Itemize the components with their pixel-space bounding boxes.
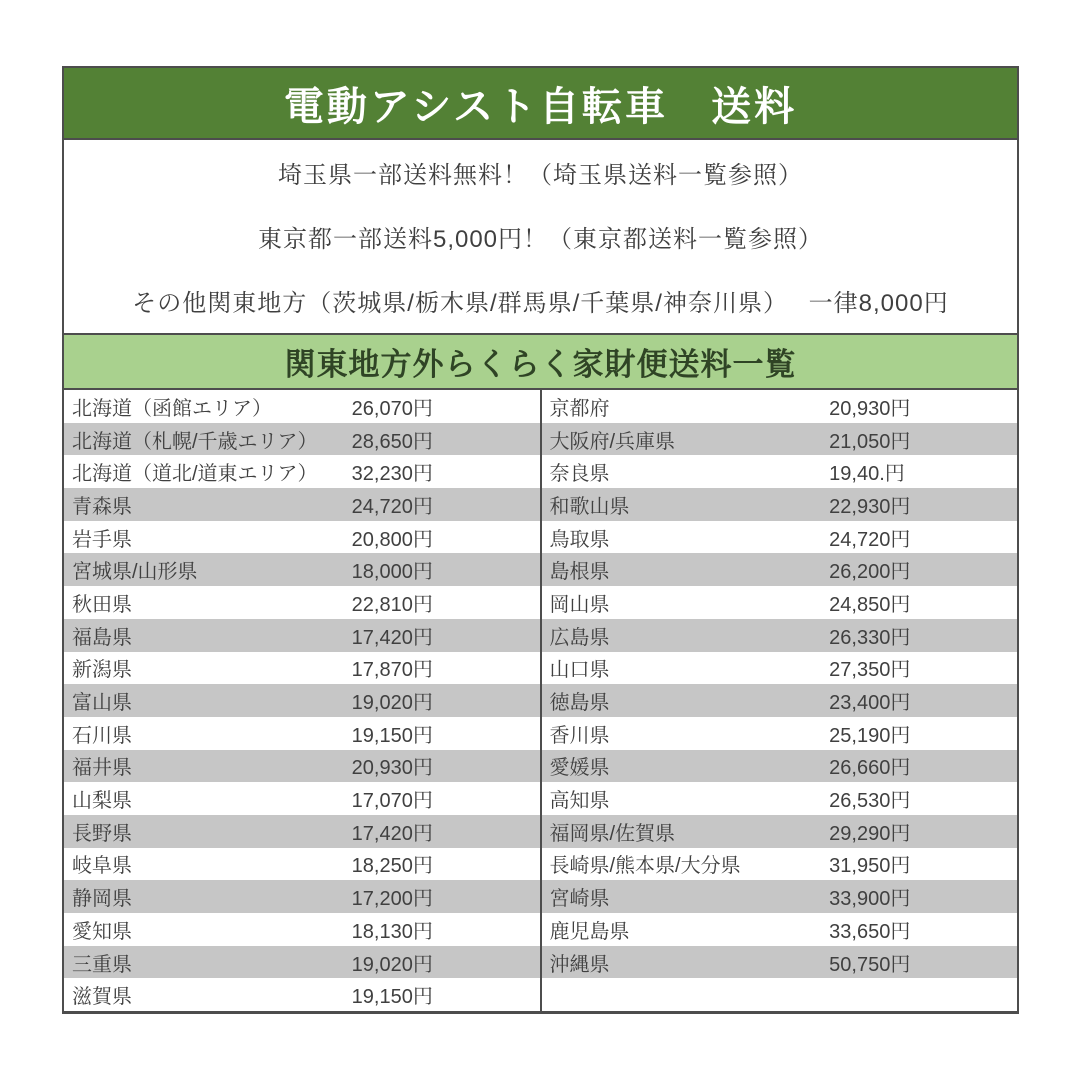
region-name: 大阪府/兵庫県 [549,430,676,453]
table-row [542,553,1018,586]
table-row [542,913,1018,946]
region-name: 北海道（道北/道東エリア） [72,463,318,486]
region-name: 北海道（札幌/千歳エリア） [72,430,318,453]
table-row [542,521,1018,554]
table-row [64,913,540,946]
region-name: 和歌山県 [549,495,630,518]
table-row [64,553,540,586]
region-fee: 20,800円 [351,528,433,551]
region-name: 岐阜県 [72,855,132,878]
shipping-fee-sheet [62,66,1019,1014]
table-row [542,946,1018,979]
region-name: 石川県 [72,724,132,747]
region-name: 鹿児島県 [549,920,630,943]
table-row [64,978,540,1011]
table-row [64,946,540,979]
table-row [64,717,540,750]
region-name: 富山県 [72,692,132,715]
region-name: 京都府 [549,397,610,420]
page-title: 電動アシスト自転車 送料 [283,84,798,129]
region-fee: 17,420円 [351,822,433,845]
region-fee: 17,870円 [351,659,433,682]
notice-saitama: 埼玉県一部送料無料！（埼玉県送料一覧参照） [278,161,803,189]
region-fee: 17,420円 [351,626,433,649]
table-row [542,455,1018,488]
table-row [542,586,1018,619]
region-name: 高知県 [549,790,610,813]
table-title: 関東地方外らくらく家財便送料一覧 [284,347,797,382]
region-name: 秋田県 [72,593,132,616]
region-name: 三重県 [72,953,132,976]
region-fee: 22,930円 [829,495,911,518]
title-bar [64,68,1017,140]
table-row [542,750,1018,783]
region-name: 岩手県 [72,528,132,551]
table-row [542,782,1018,815]
table-row [542,488,1018,521]
table-row [542,390,1018,423]
fee-table [64,390,1017,1011]
region-fee: 26,330円 [829,626,911,649]
region-name: 長野県 [72,822,132,845]
subtitle-bar [64,333,1017,390]
region-name: 宮崎県 [549,888,610,911]
region-name: 青森県 [72,495,132,518]
table-row [64,586,540,619]
region-name: 鳥取県 [549,528,610,551]
region-name: 宮城県/山形県 [72,561,198,584]
region-fee: 26,660円 [829,757,911,780]
region-fee: 17,070円 [351,790,433,813]
region-fee: 19,150円 [351,986,433,1009]
region-fee: 24,720円 [351,495,433,518]
region-fee: 33,650円 [829,920,911,943]
region-name: 香川県 [549,724,610,747]
table-row [542,717,1018,750]
table-row [64,848,540,881]
region-name: 福島県 [72,626,132,649]
region-fee: 32,230円 [351,463,433,486]
table-row [64,652,540,685]
region-fee: 29,290円 [829,822,911,845]
table-row [542,684,1018,717]
region-name: 山梨県 [72,790,132,813]
table-row [542,880,1018,913]
region-name: 愛知県 [72,920,132,943]
region-name: 長崎県/熊本県/大分県 [549,855,741,878]
region-fee: 18,000円 [351,561,433,584]
notice-other-kanto: その他関東地方（茨城県/栃木県/群馬県/千葉県/神奈川県） 一律8,000円 [132,290,949,318]
table-row [64,619,540,652]
region-fee: 19,40.円 [829,463,905,486]
region-name: 岡山県 [549,593,610,616]
region-fee: 26,200円 [829,561,911,584]
region-fee: 20,930円 [829,397,911,420]
table-row [542,978,1018,1011]
table-row [542,848,1018,881]
table-row [64,750,540,783]
region-name: 広島県 [549,626,610,649]
region-fee: 17,200円 [351,888,433,911]
region-name: 静岡県 [72,888,132,911]
table-row [64,488,540,521]
region-fee: 26,070円 [351,397,433,420]
region-fee: 24,850円 [829,593,911,616]
region-name: 新潟県 [72,659,132,682]
region-fee: 33,900円 [829,888,911,911]
region-fee: 22,810円 [351,593,433,616]
table-row [64,455,540,488]
region-fee: 25,190円 [829,724,911,747]
table-row [64,521,540,554]
region-fee: 31,950円 [829,855,911,878]
table-row [542,619,1018,652]
region-fee: 23,400円 [829,692,911,715]
region-name: 福井県 [72,757,132,780]
region-fee: 20,930円 [351,757,433,780]
region-fee: 18,130円 [351,920,433,943]
region-fee: 21,050円 [829,430,911,453]
region-name: 沖縄県 [549,953,610,976]
region-name: 愛媛県 [549,757,610,780]
region-fee: 19,150円 [351,724,433,747]
table-row [64,782,540,815]
table-row [542,423,1018,456]
region-name: 福岡県/佐賀県 [549,822,676,845]
region-name: 島根県 [549,561,610,584]
table-row [64,880,540,913]
region-name: 徳島県 [549,692,610,715]
region-fee: 27,350円 [829,659,911,682]
table-row [64,390,540,423]
table-row [542,815,1018,848]
table-row [542,652,1018,685]
region-fee: 50,750円 [829,953,911,976]
table-row [64,423,540,456]
region-name: 山口県 [549,659,610,682]
region-name: 北海道（函館エリア） [72,397,272,420]
region-fee: 19,020円 [351,953,433,976]
fee-table-left-column [64,390,540,1011]
table-row [64,815,540,848]
notice-tokyo: 東京都一部送料5,000円！（東京都送料一覧参照） [257,225,824,253]
region-fee: 28,650円 [351,430,433,453]
table-row [64,684,540,717]
fee-table-right-column [540,390,1018,1011]
region-fee: 24,720円 [829,528,911,551]
region-fee: 19,020円 [351,692,433,715]
notice-section [64,140,1017,333]
region-name: 奈良県 [549,463,610,486]
region-fee: 18,250円 [351,855,433,878]
region-name: 滋賀県 [72,986,132,1009]
region-fee: 26,530円 [829,790,911,813]
